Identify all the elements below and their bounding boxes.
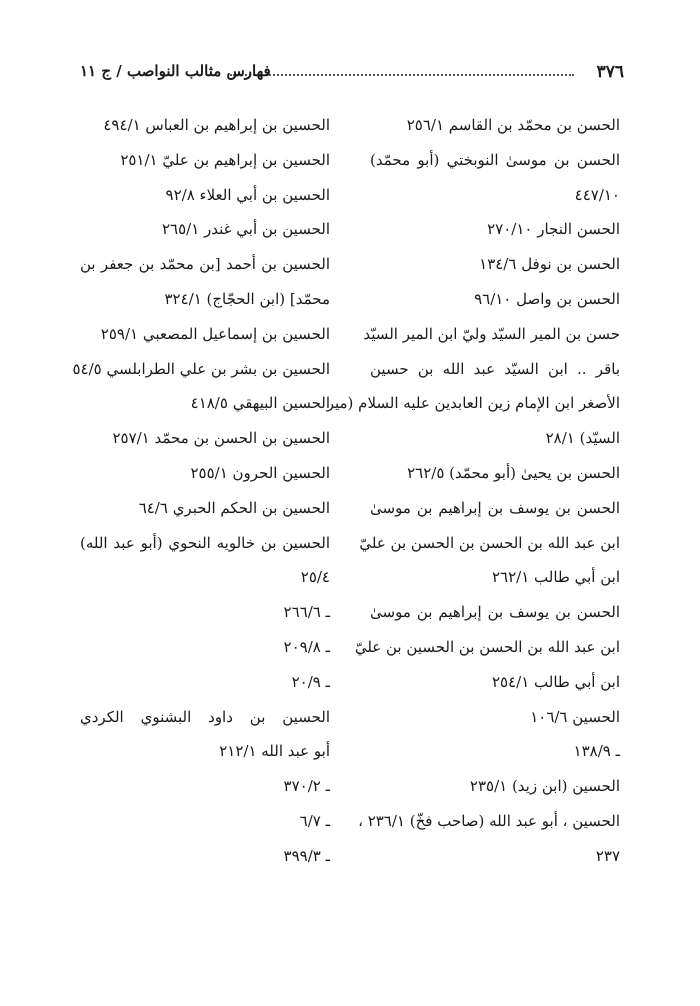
index-entry-line: الحسين بن الحسن بن محمّد ٢٥٧/١ bbox=[112, 429, 330, 448]
index-entry-line: ابن عبد الله بن الحسن بن الحسين بن عليّ bbox=[354, 637, 620, 656]
page-header bbox=[80, 58, 624, 88]
index-entry-line: ـ ٣٧٠/٢ bbox=[283, 777, 330, 796]
index-entry-line: الحسين ، أبو عبد الله (صاحب فخّ) ٢٣٦/١ ، bbox=[358, 811, 620, 830]
index-entry-line: الحسن بن يحيىٰ (أبو محمّد) ٢٦٢/٥ bbox=[407, 463, 620, 482]
index-entry-line: ـ ٣٩٩/٣ bbox=[283, 846, 330, 865]
index-entry-line: الحسين بن الحكم الحبري ٦٤/٦ bbox=[138, 498, 330, 517]
header-dotted-leader bbox=[230, 74, 574, 76]
index-entry-line: ـ ٢٦٦/٦ bbox=[283, 603, 330, 622]
index-entry-line: الحسين بن أبي غندر ٢٦٥/١ bbox=[161, 220, 330, 239]
index-entry-line: حسن بن المير السيّد وليّ ابن المير السيّد bbox=[363, 324, 620, 343]
index-entry-line: ـ ١٣٨/٩ bbox=[573, 742, 620, 761]
index-entry-line: الحسن بن يوسف بن إبراهيم بن موسىٰ bbox=[370, 498, 620, 517]
index-entry-line: أبو عبد الله ٢١٢/١ bbox=[219, 742, 330, 761]
index-entry-line: ٢٣٧ bbox=[595, 846, 620, 865]
index-entry-line: الحسين بن إبراهيم بن عليّ ٢٥١/١ bbox=[120, 150, 330, 169]
index-entry-line: الحسين بن أبي العلاء ٩٢/٨ bbox=[165, 185, 330, 204]
index-entry-line: الحسن بن محمّد بن القاسم ٢٥٦/١ bbox=[406, 116, 620, 134]
page-number: ٣٧٦ bbox=[596, 62, 624, 82]
index-entry-line: ـ ٢٠٩/٨ bbox=[283, 637, 330, 656]
index-entry-line: السيّد) ٢٨/١ bbox=[545, 429, 620, 448]
index-entry-line: الحسين بن بشر بن علي الطرابلسي ٥٤/٥ bbox=[72, 359, 330, 378]
index-entry-line: الحسن النجار ٢٧٠/١٠ bbox=[487, 220, 620, 239]
index-entry-line: الحسين ١٠٦/٦ bbox=[530, 707, 620, 726]
running-title: فهارس مثالب النواصب / ج ١١ bbox=[80, 62, 271, 80]
index-entry-line: الحسن بن يوسف بن إبراهيم بن موسىٰ bbox=[370, 603, 620, 622]
index-entry-line: الحسن بن نوفل ١٣٤/٦ bbox=[479, 255, 620, 274]
index-column-left bbox=[72, 108, 330, 874]
index-entry-line: ٤٤٧/١٠ bbox=[574, 185, 620, 204]
index-entry-line: الحسين البيهقي ٤١٨/٥ bbox=[190, 394, 330, 413]
index-entry-line: ـ ٦/٧ bbox=[299, 811, 330, 830]
index-entry-line: الحسن بن واصل ٩٦/١٠ bbox=[474, 289, 620, 308]
index-entry-line: الأصغر ابن الإمام زين العابدين عليه السلام (مير bbox=[326, 394, 620, 413]
index-entry-line: الحسين بن إبراهيم بن العباس ٤٩٤/١ bbox=[103, 116, 330, 134]
index-entry-line: الحسين بن خالويه النحوي (أبو عبد الله) bbox=[80, 533, 330, 552]
index-entry-line: الحسين بن داود البشنوي الكردي bbox=[80, 707, 330, 726]
index-entry-line: ـ ٢٠/٩ bbox=[291, 672, 330, 691]
index-entry-line: الحسين بن أحمد [بن محمّد بن جعفر بن bbox=[80, 255, 330, 274]
index-entry-line: ابن أبي طالب ٢٦٢/١ bbox=[492, 568, 620, 587]
index-entry-line: الحسين الحرون ٢٥٥/١ bbox=[190, 463, 330, 482]
index-entry-line: الحسين بن إسماعيل المصعبي ٢٥٩/١ bbox=[100, 324, 330, 343]
index-entry-line: ابن عبد الله بن الحسن بن الحسن بن عليّ bbox=[359, 533, 620, 552]
index-entry-line: ٢٥/٤ bbox=[300, 568, 330, 587]
index-column-right bbox=[326, 108, 620, 874]
index-entry-line: الحسين (ابن زيد) ٢٣٥/١ bbox=[469, 777, 620, 796]
index-entry-line: باقر .. ابن السيّد عبد الله بن حسين bbox=[370, 359, 620, 378]
index-entry-line: الحسن بن موسىٰ النوبختي (أبو محمّد) bbox=[370, 150, 620, 169]
index-entry-line: ابن أبي طالب ٢٥٤/١ bbox=[492, 672, 620, 691]
index-entry-line: محمّد] (ابن الحجّاج) ٣٢٤/١ bbox=[164, 289, 330, 308]
